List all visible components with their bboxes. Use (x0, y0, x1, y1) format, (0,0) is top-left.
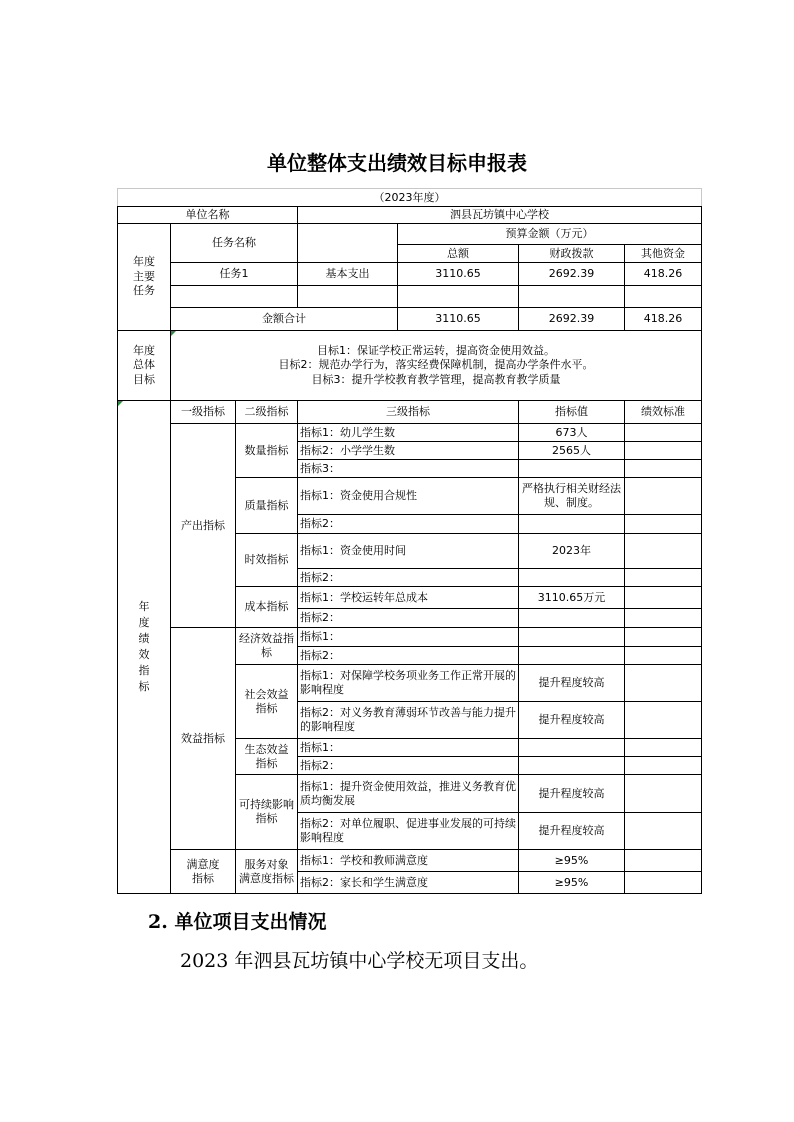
level2-indicator-economic: 经济效益指标 (239, 632, 294, 659)
indicator-value (519, 628, 625, 647)
level3-indicator: 指标2：对单位履职、促进事业发展的可持续影响程度 (298, 813, 519, 850)
performance-standard-cell (625, 665, 702, 702)
level1-header: 一级指标 (171, 401, 236, 424)
annual-indicators-label-cell (118, 401, 171, 894)
annual-main-tasks-label-cell (118, 224, 171, 331)
task-name-header: 任务名称 (171, 224, 298, 263)
indicator-value: 严格执行相关财经法规、制度。 (519, 478, 625, 515)
indicator-value: 提升程度较高 (519, 813, 625, 850)
budget-other-header: 其他资金 (625, 245, 702, 263)
unit-name-value: 泗县瓦坊镇中心学校 (298, 207, 702, 224)
indicator-value: ≥95% (519, 872, 625, 894)
level1-indicator-output: 产出指标 (171, 424, 236, 628)
level2-indicator-ecological: 生态效益指标 (244, 742, 289, 770)
cell-flag-marker (118, 401, 123, 406)
empty-cell (171, 286, 298, 308)
level1-indicator-satisfaction: 满意度指标 (186, 857, 220, 885)
level3-indicator: 指标1：对保障学校务项业务工作正常开展的影响程度 (298, 665, 519, 702)
annual-indicators-label: 年度绩效指标 (138, 600, 150, 693)
annual-main-tasks-label: 年度主要任务 (133, 255, 155, 298)
fiscal-year-cell: （2023年度） (118, 189, 702, 207)
performance-standard-cell (625, 460, 702, 478)
level2-indicator-cost: 成本指标 (236, 587, 298, 628)
annual-goals-content (171, 331, 702, 401)
budget-fiscal-header: 财政拨款 (519, 245, 625, 263)
indicator-value (519, 647, 625, 665)
level3-indicator: 指标2：小学学生数 (298, 442, 519, 460)
indicator-value: 2023年 (519, 534, 625, 569)
goal-line: 目标2：规范办学行为，落实经费保障机制，提高办学条件水平。 (278, 358, 594, 372)
level3-indicator: 指标1：学校运转年总成本 (298, 587, 519, 609)
level3-indicator: 指标1：学校和教师满意度 (298, 850, 519, 872)
performance-standard-cell (625, 739, 702, 757)
level3-indicator: 指标3： (298, 460, 519, 478)
level2-indicator-ecological-cell (236, 739, 298, 775)
indicator-value (519, 757, 625, 775)
annual-goals-label: 年度总体目标 (133, 343, 155, 386)
level3-indicator: 指标1： (298, 628, 519, 647)
annual-goals-label-cell (118, 331, 171, 401)
performance-standard-cell (625, 647, 702, 665)
level2-indicator-quality: 质量指标 (236, 478, 298, 534)
performance-standard-cell (625, 587, 702, 609)
level2-indicator-sustainable-cell (236, 775, 298, 850)
task-name-cell: 任务1 (171, 263, 298, 286)
amount-sum-fiscal: 2692.39 (519, 308, 625, 331)
task-total-cell: 3110.65 (398, 263, 519, 286)
amount-sum-label: 金额合计 (171, 308, 398, 331)
section-heading: 2. 单位项目支出情况 (148, 911, 327, 933)
level2-indicator-quantity: 数量指标 (236, 424, 298, 478)
empty-cell (398, 286, 519, 308)
level3-indicator: 指标2： (298, 569, 519, 587)
task-other-cell: 418.26 (625, 263, 702, 286)
budget-total-header: 总额 (398, 245, 519, 263)
performance-standard-cell (625, 775, 702, 813)
performance-standard-cell (625, 569, 702, 587)
level3-indicator: 指标2： (298, 757, 519, 775)
indicator-value: 提升程度较高 (519, 665, 625, 702)
level2-indicator-economic-cell (236, 628, 298, 665)
level3-indicator: 指标2： (298, 609, 519, 628)
performance-standard-cell (625, 424, 702, 442)
performance-standard-cell (625, 534, 702, 569)
level3-indicator: 指标2： (298, 647, 519, 665)
indicator-value: 3110.65万元 (519, 587, 625, 609)
indicator-value: 673人 (519, 424, 625, 442)
indicator-value: 提升程度较高 (519, 775, 625, 813)
level3-header: 三级指标 (298, 401, 519, 424)
level3-indicator: 指标2：家长和学生满意度 (298, 872, 519, 894)
performance-standard-cell (625, 872, 702, 894)
empty-cell (298, 286, 398, 308)
performance-standard-cell (625, 628, 702, 647)
unit-name-label: 单位名称 (118, 207, 298, 224)
performance-standard-cell (625, 813, 702, 850)
performance-standard-header: 绩效标准 (625, 401, 702, 424)
level2-indicator-service-satisfaction: 服务对象 满意度指标 (239, 857, 294, 885)
indicator-value (519, 609, 625, 628)
performance-standard-cell (625, 757, 702, 775)
cell-flag-marker (171, 331, 176, 336)
level2-indicator-social: 社会效益指标 (244, 687, 289, 715)
indicator-value: ≥95% (519, 850, 625, 872)
level3-indicator: 指标2：对义务教育薄弱环节改善与能力提升的影响程度 (298, 702, 519, 739)
level3-indicator: 指标1：资金使用合规性 (298, 478, 519, 515)
empty-cell (625, 286, 702, 308)
performance-standard-cell (625, 515, 702, 534)
task-content-cell: 基本支出 (298, 263, 398, 286)
performance-target-table (117, 188, 702, 894)
indicator-value: 2565人 (519, 442, 625, 460)
task-fiscal-cell: 2692.39 (519, 263, 625, 286)
amount-sum-total: 3110.65 (398, 308, 519, 331)
level3-indicator: 指标1： (298, 739, 519, 757)
goal-line: 目标1：保证学校正常运转，提高资金使用效益。 (317, 343, 555, 357)
page-title: 单位整体支出绩效目标申报表 (267, 151, 527, 175)
performance-standard-cell (625, 478, 702, 515)
level2-header: 二级指标 (236, 401, 298, 424)
indicator-value-header: 指标值 (519, 401, 625, 424)
empty-cell (519, 286, 625, 308)
section-body-text: 2023 年泗县瓦坊镇中心学校无项目支出。 (180, 950, 539, 972)
level3-indicator: 指标1：提升资金使用效益，推进义务教育优质均衡发展 (298, 775, 519, 813)
indicator-value (519, 569, 625, 587)
goal-line: 目标3：提升学校教育教学管理，提高教育教学质量 (311, 372, 561, 386)
level1-indicator-satisfaction-cell (171, 850, 236, 894)
level3-indicator: 指标1：幼儿学生数 (298, 424, 519, 442)
level2-indicator-social-cell (236, 665, 298, 739)
performance-standard-cell (625, 850, 702, 872)
task-content-header-cell (298, 224, 398, 263)
level2-indicator-timeliness: 时效指标 (236, 534, 298, 587)
performance-standard-cell (625, 442, 702, 460)
performance-standard-cell (625, 609, 702, 628)
level3-indicator: 指标1：资金使用时间 (298, 534, 519, 569)
indicator-value (519, 515, 625, 534)
level1-indicator-benefit: 效益指标 (171, 628, 236, 850)
level2-indicator-sustainable: 可持续影响指标 (239, 798, 294, 825)
amount-sum-other: 418.26 (625, 308, 702, 331)
budget-amount-header: 预算金额（万元） (398, 224, 702, 245)
indicator-value (519, 739, 625, 757)
indicator-value: 提升程度较高 (519, 702, 625, 739)
performance-standard-cell (625, 702, 702, 739)
level3-indicator: 指标2： (298, 515, 519, 534)
level2-indicator-service-satisfaction-cell (236, 850, 298, 894)
indicator-value (519, 460, 625, 478)
